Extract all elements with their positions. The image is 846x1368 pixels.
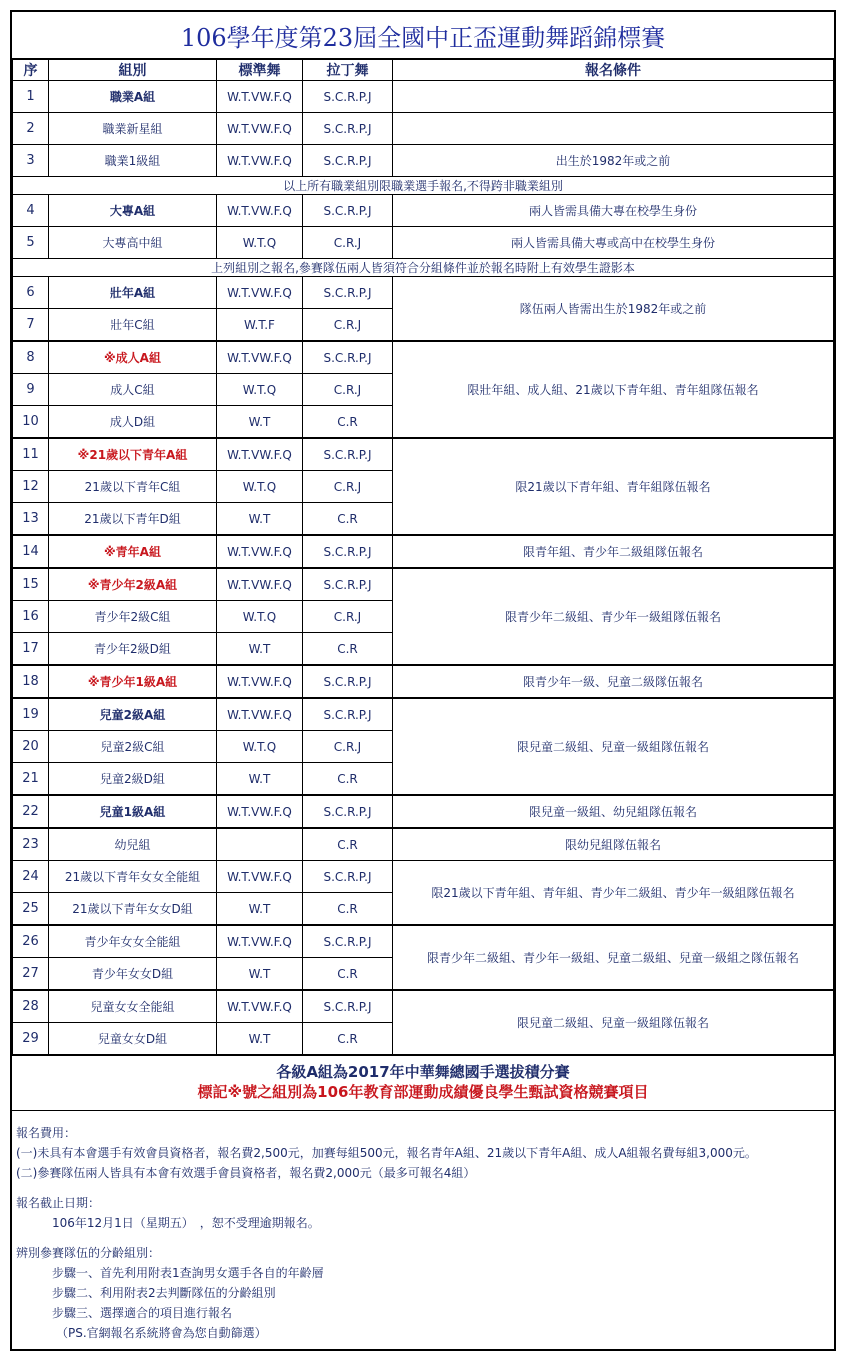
table-row: [13, 925, 834, 958]
row-seq: 18: [13, 665, 49, 698]
row-seq: 25: [13, 893, 49, 926]
fees-heading: 報名費用：: [16, 1126, 77, 1140]
row-group: 青少年2級D組: [49, 633, 217, 666]
row-latin: C.R: [303, 893, 393, 926]
row-standard: W.T.F: [217, 309, 303, 342]
row-seq: 13: [13, 503, 49, 536]
row-conditions: 隊伍兩人皆需出生於1982年或之前: [393, 277, 834, 342]
row-group: 成人D組: [49, 406, 217, 439]
table-row: [13, 990, 834, 1023]
table-row: [13, 665, 834, 698]
row-conditions: 出生於1982年或之前: [393, 145, 834, 177]
row-seq: 15: [13, 568, 49, 601]
table-note-row: [13, 259, 834, 277]
row-latin: C.R.J: [303, 471, 393, 503]
table-row: [13, 568, 834, 601]
row-latin: C.R: [303, 828, 393, 861]
row-standard: W.T.VW.F.Q: [217, 145, 303, 177]
row-standard: W.T: [217, 763, 303, 796]
row-latin: S.C.R.P.J: [303, 195, 393, 227]
row-group: 21歲以下青年女女D組: [49, 893, 217, 926]
row-group: 青少年2級C組: [49, 601, 217, 633]
row-seq: 9: [13, 374, 49, 406]
competition-sheet: [10, 10, 836, 1351]
row-latin: C.R: [303, 633, 393, 666]
row-conditions: 限21歲以下青年組、青年組、青少年二級組、青少年一級組隊伍報名: [393, 861, 834, 926]
age-heading: 辨別參賽隊伍的分齡組別：: [16, 1246, 161, 1260]
row-standard: W.T.VW.F.Q: [217, 861, 303, 893]
row-seq: 14: [13, 535, 49, 568]
table-row: [13, 828, 834, 861]
row-standard: [217, 828, 303, 861]
row-latin: S.C.R.P.J: [303, 698, 393, 731]
row-conditions: 限壯年組、成人組、21歲以下青年組、青年組隊伍報名: [393, 341, 834, 438]
row-seq: 7: [13, 309, 49, 342]
row-standard: W.T: [217, 1023, 303, 1055]
row-group: 壯年C組: [49, 309, 217, 342]
row-group: 21歲以下青年女女全能組: [49, 861, 217, 893]
table-row: [13, 341, 834, 374]
row-standard: W.T.VW.F.Q: [217, 81, 303, 113]
footer-line2: 標記※號之組別為106年教育部運動成績優良學生甄試資格競賽項目: [197, 1083, 649, 1101]
row-seq: 1: [13, 81, 49, 113]
row-conditions: 限兒童二級組、兒童一級組隊伍報名: [393, 698, 834, 795]
header-conditions: 報名條件: [393, 60, 834, 81]
row-latin: C.R: [303, 1023, 393, 1055]
row-seq: 12: [13, 471, 49, 503]
row-latin: C.R.J: [303, 374, 393, 406]
row-latin: C.R: [303, 503, 393, 536]
row-latin: S.C.R.P.J: [303, 81, 393, 113]
row-seq: 24: [13, 861, 49, 893]
row-group: ※21歲以下青年A組: [49, 438, 217, 471]
row-seq: 28: [13, 990, 49, 1023]
row-standard: W.T.Q: [217, 227, 303, 259]
row-seq: 6: [13, 277, 49, 309]
row-seq: 29: [13, 1023, 49, 1055]
table-row: [13, 535, 834, 568]
table-note-row: [13, 177, 834, 195]
row-group: ※青少年1級A組: [49, 665, 217, 698]
footer-line1: 各級A組為2017年中華舞總國手選拔積分賽: [276, 1063, 570, 1081]
row-conditions: 限青少年二級組、青少年一級組、兒童二級組、兒童一級組之隊伍報名: [393, 925, 834, 990]
table-row: [13, 861, 834, 893]
row-seq: 27: [13, 958, 49, 991]
row-standard: W.T.Q: [217, 601, 303, 633]
page-title: 106學年度第23屆全國中正盃運動舞蹈錦標賽: [12, 12, 834, 59]
row-seq: 20: [13, 731, 49, 763]
row-standard: W.T.Q: [217, 731, 303, 763]
fee-item-1-mark: (一): [16, 1146, 38, 1160]
row-conditions: 限21歲以下青年組、青年組隊伍報名: [393, 438, 834, 535]
row-latin: C.R.J: [303, 309, 393, 342]
table-row: [13, 113, 834, 145]
row-conditions: 限青少年一級、兒童二級隊伍報名: [393, 665, 834, 698]
row-latin: S.C.R.P.J: [303, 861, 393, 893]
table-row: [13, 277, 834, 309]
row-standard: W.T.VW.F.Q: [217, 990, 303, 1023]
fee-item-1-text: 未具有本會選手有效會員資格者，報名費2,500元，加賽每組500元，報名青年A組、21歲以下青年A組、成人A組報名費每組3,000元。: [37, 1146, 757, 1160]
row-latin: S.C.R.P.J: [303, 145, 393, 177]
row-group: 成人C組: [49, 374, 217, 406]
row-group: 青少年女女全能組: [49, 925, 217, 958]
row-seq: 4: [13, 195, 49, 227]
row-latin: C.R.J: [303, 227, 393, 259]
row-latin: S.C.R.P.J: [303, 990, 393, 1023]
row-group: 兒童2級A組: [49, 698, 217, 731]
row-seq: 21: [13, 763, 49, 796]
row-seq: 8: [13, 341, 49, 374]
row-standard: W.T.VW.F.Q: [217, 925, 303, 958]
row-standard: W.T.VW.F.Q: [217, 113, 303, 145]
table-row: [13, 227, 834, 259]
row-latin: C.R.J: [303, 601, 393, 633]
row-standard: W.T.VW.F.Q: [217, 341, 303, 374]
fee-item-2-text: 參賽隊伍兩人皆具有本會有效選手會員資格者，報名費2,000元（最多可報名4組）: [37, 1166, 476, 1180]
fee-item-2-mark: (二): [16, 1166, 38, 1180]
row-seq: 11: [13, 438, 49, 471]
row-standard: W.T.VW.F.Q: [217, 795, 303, 828]
table-row: [13, 81, 834, 113]
row-group: 職業A組: [49, 81, 217, 113]
age-step-2: 步驟二、利用附表2去判斷隊伍的分齡組別: [52, 1286, 276, 1300]
row-conditions: 限兒童二級組、兒童一級組隊伍報名: [393, 990, 834, 1055]
age-ps-note: （PS.官網報名系統將會為您自動篩選）: [56, 1326, 267, 1340]
table-note: 上列組別之報名,參賽隊伍兩人皆須符合分組條件並於報名時附上有效學生證影本: [13, 259, 834, 277]
row-conditions: 限兒童一級組、幼兒組隊伍報名: [393, 795, 834, 828]
row-group: 21歲以下青年C組: [49, 471, 217, 503]
row-standard: W.T.VW.F.Q: [217, 535, 303, 568]
header-latin: 拉丁舞: [303, 60, 393, 81]
row-latin: S.C.R.P.J: [303, 113, 393, 145]
row-group: ※青少年2級A組: [49, 568, 217, 601]
table-row: [13, 698, 834, 731]
row-latin: C.R.J: [303, 731, 393, 763]
row-latin: S.C.R.P.J: [303, 665, 393, 698]
table-row: [13, 795, 834, 828]
row-standard: W.T.VW.F.Q: [217, 698, 303, 731]
table-note: 以上所有職業組別限職業選手報名,不得跨非職業組別: [13, 177, 834, 195]
row-conditions: 兩人皆需具備大專或高中在校學生身份: [393, 227, 834, 259]
row-seq: 2: [13, 113, 49, 145]
table-row: [13, 438, 834, 471]
row-group: ※成人A組: [49, 341, 217, 374]
age-step-1: 步驟一、首先利用附表1查詢男女選手各自的年齡層: [52, 1266, 324, 1280]
header-standard: 標準舞: [217, 60, 303, 81]
row-latin: S.C.R.P.J: [303, 925, 393, 958]
row-latin: S.C.R.P.J: [303, 277, 393, 309]
table-row: [13, 195, 834, 227]
row-seq: 3: [13, 145, 49, 177]
row-standard: W.T: [217, 633, 303, 666]
fee-item-1: [16, 1143, 830, 1163]
table-row: [13, 145, 834, 177]
row-latin: C.R: [303, 763, 393, 796]
row-group: ※青年A組: [49, 535, 217, 568]
row-standard: W.T.VW.F.Q: [217, 195, 303, 227]
row-group: 職業1級組: [49, 145, 217, 177]
row-standard: W.T: [217, 893, 303, 926]
row-group: 壯年A組: [49, 277, 217, 309]
row-standard: W.T.VW.F.Q: [217, 665, 303, 698]
row-standard: W.T.Q: [217, 374, 303, 406]
table-header: [13, 60, 834, 81]
header-group: 組別: [49, 60, 217, 81]
row-seq: 19: [13, 698, 49, 731]
row-group: 大專A組: [49, 195, 217, 227]
row-seq: 22: [13, 795, 49, 828]
row-standard: W.T.VW.F.Q: [217, 277, 303, 309]
row-group: 兒童女女D組: [49, 1023, 217, 1055]
row-seq: 23: [13, 828, 49, 861]
row-latin: S.C.R.P.J: [303, 795, 393, 828]
row-conditions: 兩人皆需具備大專在校學生身份: [393, 195, 834, 227]
notes-section: [12, 1111, 834, 1349]
row-latin: S.C.R.P.J: [303, 568, 393, 601]
row-seq: 17: [13, 633, 49, 666]
row-seq: 16: [13, 601, 49, 633]
row-latin: S.C.R.P.J: [303, 535, 393, 568]
row-group: 21歲以下青年D組: [49, 503, 217, 536]
row-conditions: [393, 81, 834, 113]
row-conditions: 限幼兒組隊伍報名: [393, 828, 834, 861]
row-conditions: [393, 113, 834, 145]
row-latin: C.R: [303, 406, 393, 439]
row-group: 青少年女女D組: [49, 958, 217, 991]
row-standard: W.T.VW.F.Q: [217, 568, 303, 601]
row-group: 兒童2級C組: [49, 731, 217, 763]
row-group: 幼兒組: [49, 828, 217, 861]
row-standard: W.T.VW.F.Q: [217, 438, 303, 471]
row-latin: S.C.R.P.J: [303, 438, 393, 471]
fee-item-2: [16, 1163, 830, 1183]
row-seq: 5: [13, 227, 49, 259]
row-group: 兒童1級A組: [49, 795, 217, 828]
row-standard: W.T.Q: [217, 471, 303, 503]
row-standard: W.T: [217, 406, 303, 439]
row-group: 大專高中組: [49, 227, 217, 259]
deadline-text: 106年12月1日（星期五） ，恕不受理逾期報名。: [52, 1216, 320, 1230]
row-seq: 26: [13, 925, 49, 958]
row-latin: C.R: [303, 958, 393, 991]
header-seq: 序: [13, 60, 49, 81]
row-seq: 10: [13, 406, 49, 439]
deadline-heading: 報名截止日期：: [16, 1196, 101, 1210]
row-standard: W.T: [217, 958, 303, 991]
row-standard: W.T: [217, 503, 303, 536]
footer-remarks: [12, 1055, 834, 1111]
row-group: 兒童2級D組: [49, 763, 217, 796]
row-group: 兒童女女全能組: [49, 990, 217, 1023]
row-group: 職業新星組: [49, 113, 217, 145]
row-latin: S.C.R.P.J: [303, 341, 393, 374]
row-conditions: 限青少年二級組、青少年一級組隊伍報名: [393, 568, 834, 665]
row-conditions: 限青年組、青少年二級組隊伍報名: [393, 535, 834, 568]
age-step-3: 步驟三、選擇適合的項目進行報名: [52, 1306, 233, 1320]
group-table: [12, 59, 834, 1055]
